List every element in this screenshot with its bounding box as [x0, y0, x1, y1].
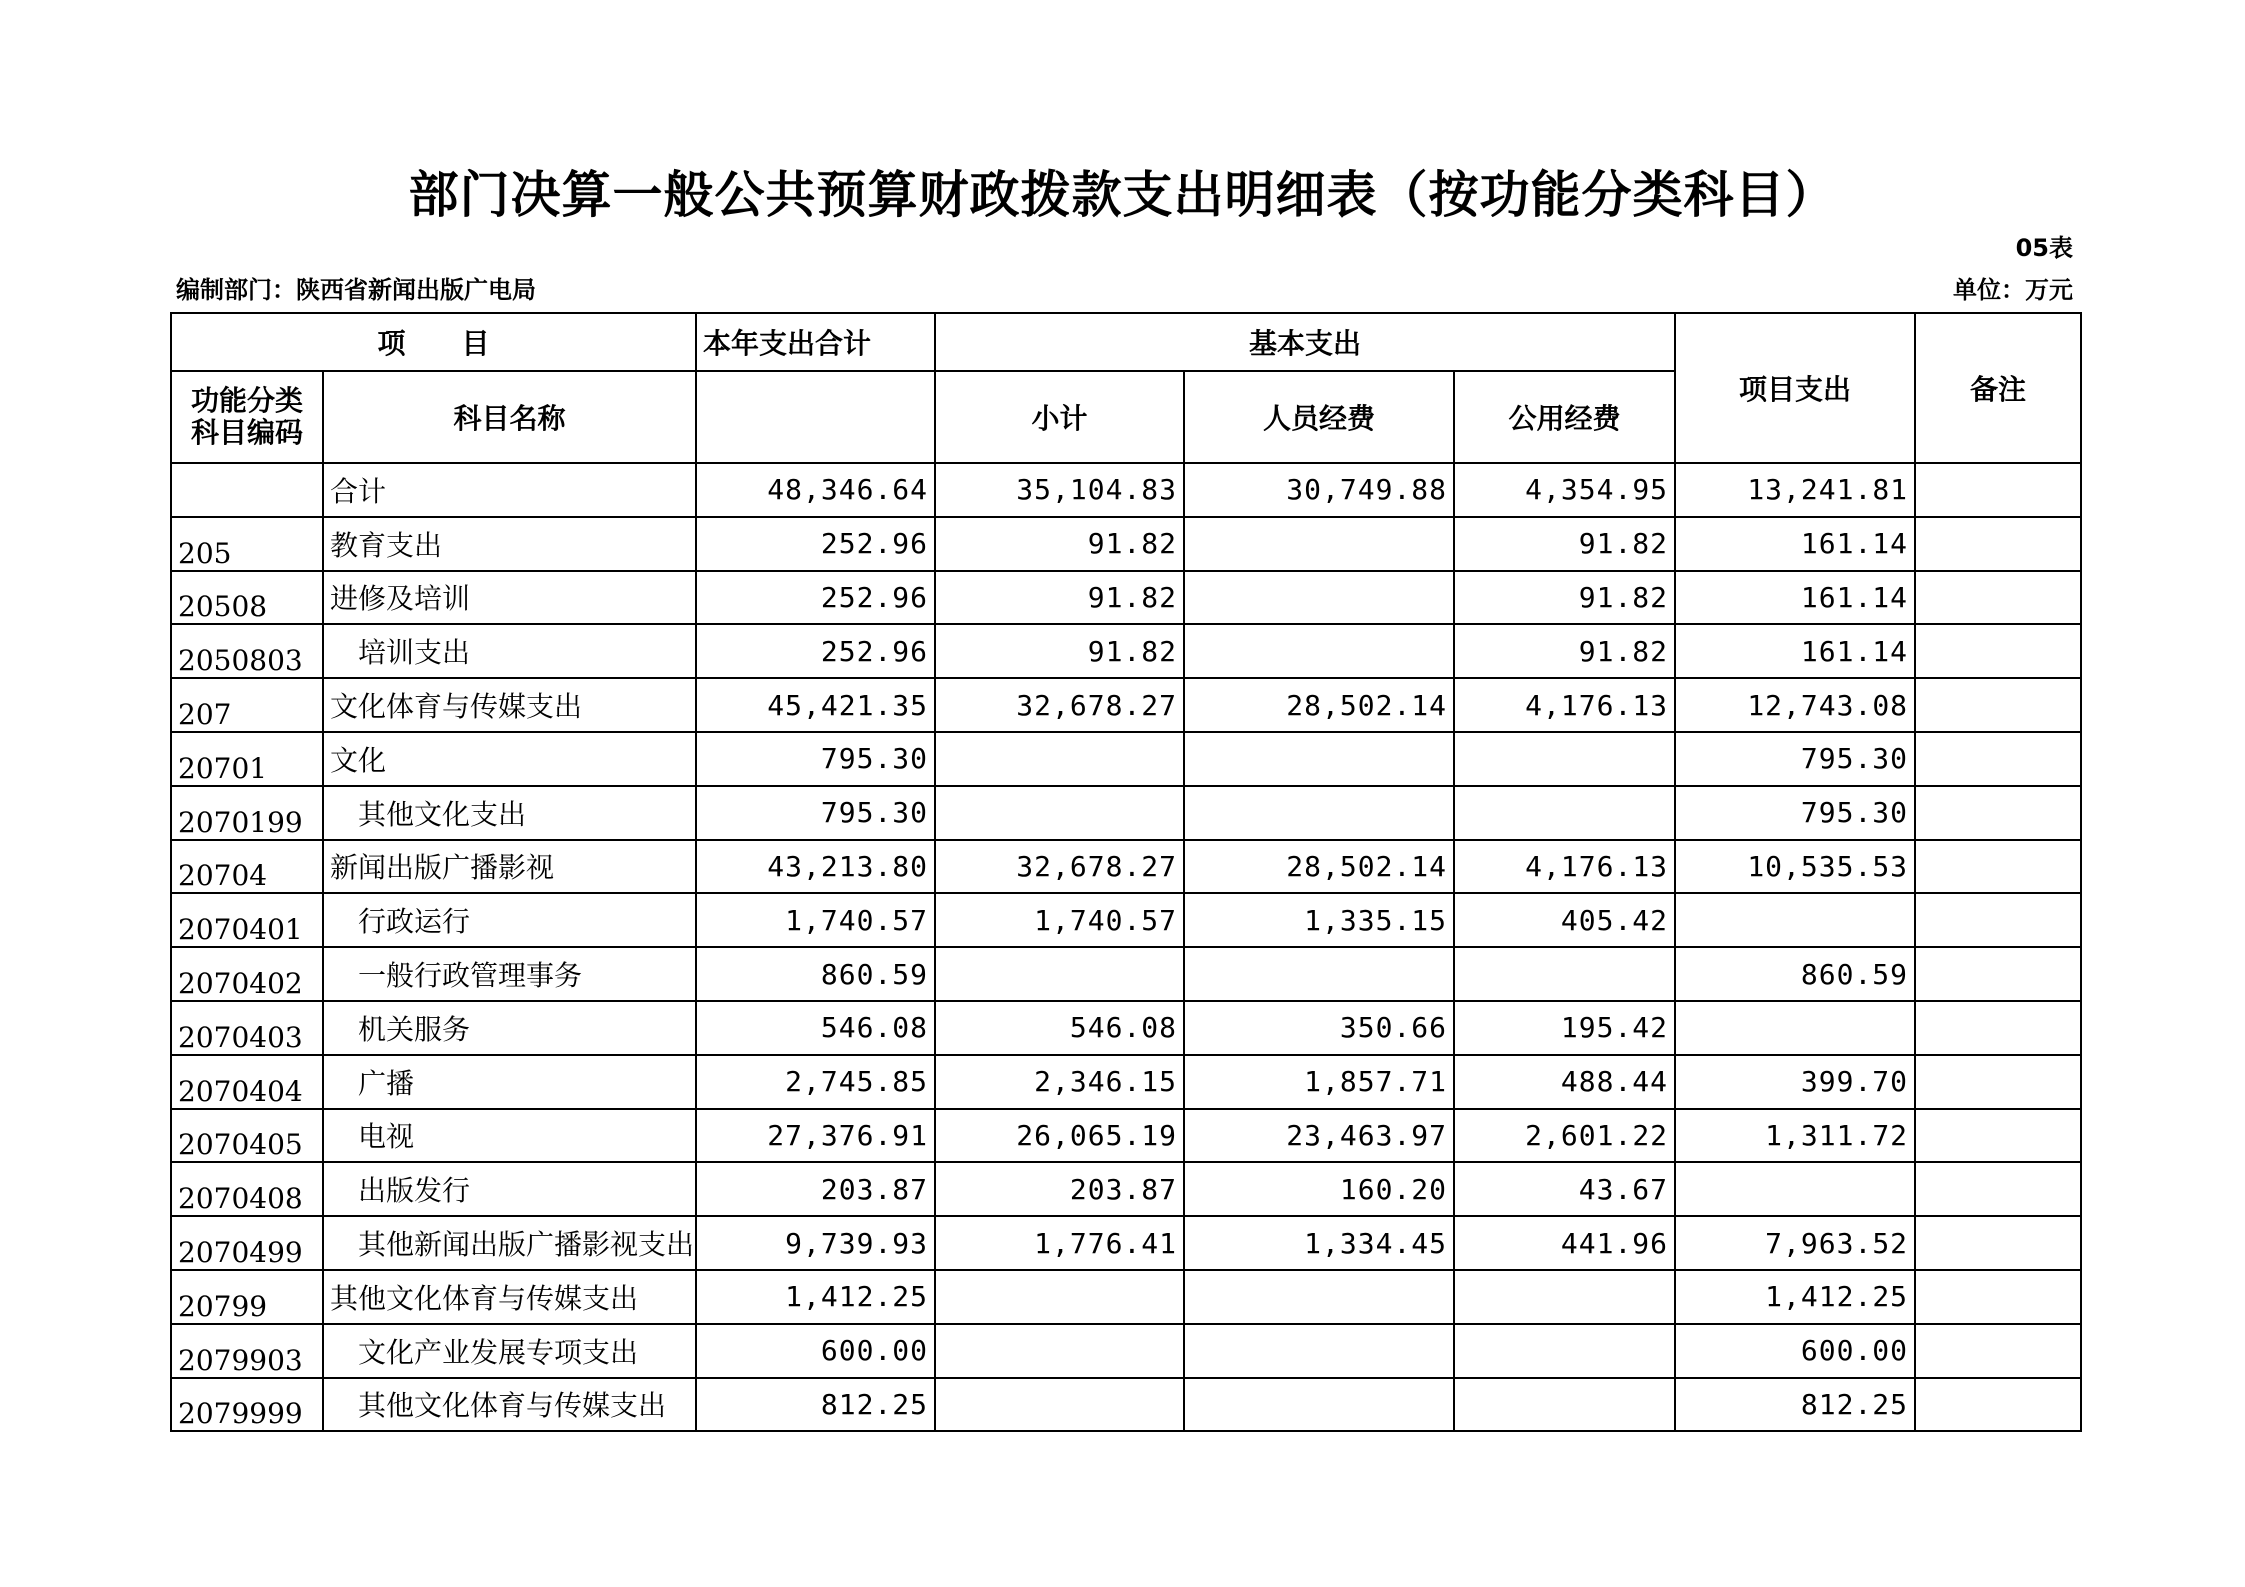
cell-code: 20704 [171, 840, 323, 894]
cell-public [1454, 732, 1675, 786]
cell-project: 161.14 [1675, 517, 1915, 571]
cell-remark [1915, 732, 2081, 786]
cell-public: 488.44 [1454, 1055, 1675, 1109]
cell-personnel [1184, 732, 1454, 786]
cell-total: 43,213.80 [696, 840, 935, 894]
cell-name: 行政运行 [323, 893, 696, 947]
cell-project [1675, 1162, 1915, 1216]
cell-public: 195.42 [1454, 1001, 1675, 1055]
cell-name: 其他文化体育与传媒支出 [323, 1378, 696, 1432]
cell-total: 1,412.25 [696, 1270, 935, 1324]
table-number: 05表 [2015, 234, 2073, 262]
cell-subtotal: 1,740.57 [935, 893, 1184, 947]
cell-project: 12,743.08 [1675, 678, 1915, 732]
cell-project: 812.25 [1675, 1378, 1915, 1432]
cell-name: 电视 [323, 1109, 696, 1163]
cell-name: 进修及培训 [323, 571, 696, 625]
cell-total: 9,739.93 [696, 1216, 935, 1270]
table-row [171, 1162, 2081, 1216]
cell-code: 2079999 [171, 1378, 323, 1432]
cell-public [1454, 1324, 1675, 1378]
cell-name: 新闻出版广播影视 [323, 840, 696, 894]
cell-remark [1915, 947, 2081, 1001]
header-total: 本年支出合计 [696, 313, 935, 371]
table-row [171, 1109, 2081, 1163]
cell-project: 795.30 [1675, 786, 1915, 840]
header-subtotal: 小计 [935, 371, 1184, 463]
cell-subtotal: 32,678.27 [935, 678, 1184, 732]
cell-personnel: 28,502.14 [1184, 678, 1454, 732]
cell-subtotal: 26,065.19 [935, 1109, 1184, 1163]
cell-name: 出版发行 [323, 1162, 696, 1216]
table-row [171, 732, 2081, 786]
cell-code: 205 [171, 517, 323, 571]
cell-personnel [1184, 517, 1454, 571]
cell-name: 教育支出 [323, 517, 696, 571]
header-project: 项目支出 [1675, 313, 1915, 463]
cell-remark [1915, 1001, 2081, 1055]
cell-code: 2079903 [171, 1324, 323, 1378]
cell-personnel: 28,502.14 [1184, 840, 1454, 894]
cell-code: 2070404 [171, 1055, 323, 1109]
cell-personnel [1184, 947, 1454, 1001]
cell-remark [1915, 1109, 2081, 1163]
cell-code: 20508 [171, 571, 323, 625]
cell-remark [1915, 1055, 2081, 1109]
cell-subtotal: 546.08 [935, 1001, 1184, 1055]
cell-public: 405.42 [1454, 893, 1675, 947]
header-basic: 基本支出 [935, 313, 1675, 371]
cell-public: 441.96 [1454, 1216, 1675, 1270]
cell-remark [1915, 571, 2081, 625]
cell-project: 161.14 [1675, 571, 1915, 625]
cell-name: 机关服务 [323, 1001, 696, 1055]
cell-code: 2070405 [171, 1109, 323, 1163]
cell-project: 1,311.72 [1675, 1109, 1915, 1163]
table-row [171, 1001, 2081, 1055]
cell-personnel: 1,335.15 [1184, 893, 1454, 947]
cell-project: 860.59 [1675, 947, 1915, 1001]
cell-public [1454, 947, 1675, 1001]
cell-personnel: 1,334.45 [1184, 1216, 1454, 1270]
cell-code: 2070408 [171, 1162, 323, 1216]
cell-personnel [1184, 624, 1454, 678]
cell-subtotal: 2,346.15 [935, 1055, 1184, 1109]
cell-name: 文化产业发展专项支出 [323, 1324, 696, 1378]
cell-public [1454, 1378, 1675, 1432]
header-total-empty [696, 371, 935, 463]
cell-remark [1915, 517, 2081, 571]
cell-code: 2070402 [171, 947, 323, 1001]
cell-remark [1915, 1162, 2081, 1216]
cell-total: 252.96 [696, 517, 935, 571]
cell-name: 一般行政管理事务 [323, 947, 696, 1001]
cell-public [1454, 786, 1675, 840]
page-title: 部门决算一般公共预算财政拨款支出明细表（按功能分类科目） [408, 166, 1837, 224]
cell-subtotal [935, 947, 1184, 1001]
cell-total: 252.96 [696, 624, 935, 678]
table-row [171, 678, 2081, 732]
cell-remark [1915, 463, 2081, 517]
cell-subtotal: 203.87 [935, 1162, 1184, 1216]
table-row [171, 840, 2081, 894]
cell-project: 1,412.25 [1675, 1270, 1915, 1324]
table-row [171, 947, 2081, 1001]
cell-remark [1915, 1270, 2081, 1324]
cell-public: 2,601.22 [1454, 1109, 1675, 1163]
table-row [171, 786, 2081, 840]
cell-project: 10,535.53 [1675, 840, 1915, 894]
cell-subtotal: 91.82 [935, 517, 1184, 571]
table-body [171, 463, 2081, 1431]
cell-public: 43.67 [1454, 1162, 1675, 1216]
table-row [171, 893, 2081, 947]
cell-total: 812.25 [696, 1378, 935, 1432]
cell-code: 2070199 [171, 786, 323, 840]
cell-total: 860.59 [696, 947, 935, 1001]
cell-subtotal: 91.82 [935, 571, 1184, 625]
cell-code [171, 463, 323, 517]
header-code: 功能分类科目编码 [171, 371, 323, 463]
cell-code: 2070403 [171, 1001, 323, 1055]
cell-subtotal [935, 1270, 1184, 1324]
cell-name: 其他新闻出版广播影视支出 [323, 1216, 696, 1270]
cell-subtotal: 32,678.27 [935, 840, 1184, 894]
cell-personnel: 1,857.71 [1184, 1055, 1454, 1109]
cell-total: 795.30 [696, 732, 935, 786]
cell-personnel: 160.20 [1184, 1162, 1454, 1216]
table-row [171, 463, 2081, 517]
cell-total: 45,421.35 [696, 678, 935, 732]
table-row [171, 1216, 2081, 1270]
table-row [171, 1324, 2081, 1378]
cell-personnel [1184, 1378, 1454, 1432]
cell-remark [1915, 1324, 2081, 1378]
cell-project: 795.30 [1675, 732, 1915, 786]
cell-name: 培训支出 [323, 624, 696, 678]
header-personnel: 人员经费 [1184, 371, 1454, 463]
cell-personnel [1184, 1270, 1454, 1324]
cell-personnel [1184, 786, 1454, 840]
cell-subtotal [935, 1378, 1184, 1432]
cell-code: 2070499 [171, 1216, 323, 1270]
cell-project: 399.70 [1675, 1055, 1915, 1109]
cell-code: 2070401 [171, 893, 323, 947]
cell-name: 其他文化体育与传媒支出 [323, 1270, 696, 1324]
cell-code: 2050803 [171, 624, 323, 678]
header-remark: 备注 [1915, 313, 2081, 463]
cell-total: 795.30 [696, 786, 935, 840]
header-item: 项 目 [171, 313, 696, 371]
cell-personnel [1184, 571, 1454, 625]
cell-total: 2,745.85 [696, 1055, 935, 1109]
cell-subtotal [935, 786, 1184, 840]
cell-subtotal [935, 1324, 1184, 1378]
cell-subtotal [935, 732, 1184, 786]
cell-public: 4,354.95 [1454, 463, 1675, 517]
cell-project: 13,241.81 [1675, 463, 1915, 517]
cell-remark [1915, 893, 2081, 947]
cell-total: 203.87 [696, 1162, 935, 1216]
cell-public: 91.82 [1454, 571, 1675, 625]
cell-subtotal: 35,104.83 [935, 463, 1184, 517]
cell-personnel [1184, 1324, 1454, 1378]
expenditure-table [170, 312, 2082, 1432]
table-row [171, 517, 2081, 571]
table-row [171, 571, 2081, 625]
cell-remark [1915, 1216, 2081, 1270]
cell-remark [1915, 786, 2081, 840]
table-row [171, 1055, 2081, 1109]
header-name: 科目名称 [323, 371, 696, 463]
cell-name: 文化体育与传媒支出 [323, 678, 696, 732]
cell-total: 27,376.91 [696, 1109, 935, 1163]
cell-project: 7,963.52 [1675, 1216, 1915, 1270]
cell-personnel: 350.66 [1184, 1001, 1454, 1055]
cell-total: 1,740.57 [696, 893, 935, 947]
cell-project: 600.00 [1675, 1324, 1915, 1378]
cell-personnel: 30,749.88 [1184, 463, 1454, 517]
table-row [171, 1270, 2081, 1324]
table-row [171, 624, 2081, 678]
cell-subtotal: 1,776.41 [935, 1216, 1184, 1270]
cell-public: 91.82 [1454, 517, 1675, 571]
cell-name: 合计 [323, 463, 696, 517]
department-label: 编制部门：陕西省新闻出版广电局 [176, 276, 536, 304]
cell-code: 20701 [171, 732, 323, 786]
cell-remark [1915, 624, 2081, 678]
cell-subtotal: 91.82 [935, 624, 1184, 678]
cell-project [1675, 893, 1915, 947]
cell-project: 161.14 [1675, 624, 1915, 678]
cell-total: 48,346.64 [696, 463, 935, 517]
table-row [171, 1378, 2081, 1432]
cell-public: 91.82 [1454, 624, 1675, 678]
cell-project [1675, 1001, 1915, 1055]
unit-label: 单位：万元 [1953, 276, 2073, 304]
cell-public [1454, 1270, 1675, 1324]
cell-total: 252.96 [696, 571, 935, 625]
cell-remark [1915, 678, 2081, 732]
cell-personnel: 23,463.97 [1184, 1109, 1454, 1163]
cell-name: 广播 [323, 1055, 696, 1109]
cell-remark [1915, 1378, 2081, 1432]
cell-name: 文化 [323, 732, 696, 786]
cell-total: 546.08 [696, 1001, 935, 1055]
cell-public: 4,176.13 [1454, 678, 1675, 732]
cell-remark [1915, 840, 2081, 894]
cell-code: 207 [171, 678, 323, 732]
header-public: 公用经费 [1454, 371, 1675, 463]
cell-public: 4,176.13 [1454, 840, 1675, 894]
cell-name: 其他文化支出 [323, 786, 696, 840]
cell-total: 600.00 [696, 1324, 935, 1378]
cell-code: 20799 [171, 1270, 323, 1324]
